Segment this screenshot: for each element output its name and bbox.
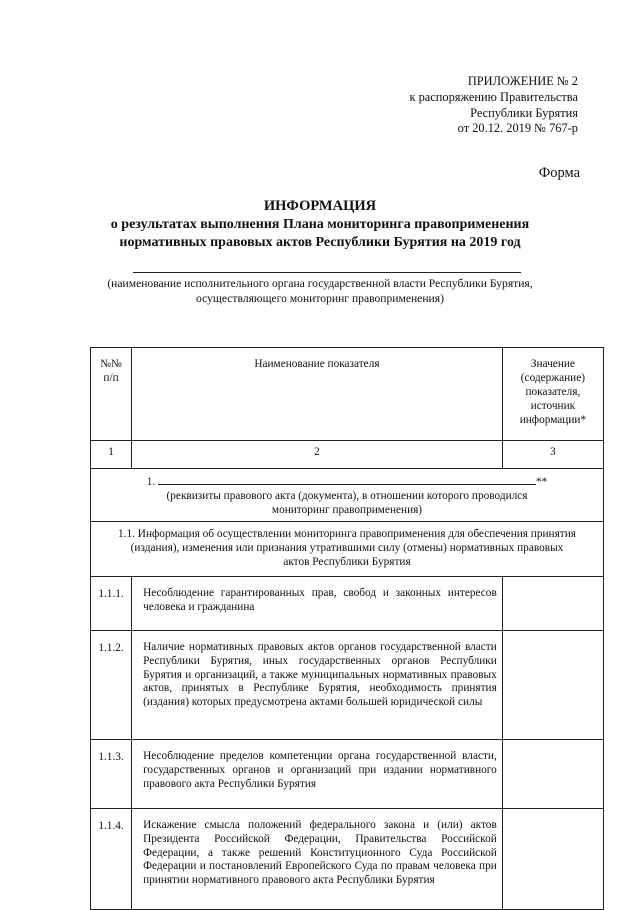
title-main: ИНФОРМАЦИЯ <box>263 198 377 214</box>
section-1-caption: (реквизиты правового акта (документа), в отношении которого проводился мониторинг правоприменения) <box>166 489 528 516</box>
table-row <box>91 576 604 630</box>
appendix-number: ПРИЛОЖЕНИЕ № 2 <box>467 74 578 88</box>
row-value-cell <box>502 576 603 630</box>
appendix-order-ref: к распоряжению Правительства <box>409 89 578 104</box>
subsection-1-1-cell <box>91 521 604 576</box>
title-line-3: нормативных правовых актов Республики Бурятия на 2019 год <box>119 235 521 250</box>
section-1-heading <box>101 472 593 490</box>
table-header-row <box>91 348 604 441</box>
title-line-2: о результатах выполнения Плана мониторинга правоприменения <box>110 217 530 232</box>
column-index-1: 1 <box>91 441 132 469</box>
subsection-1-1-row <box>91 521 604 576</box>
section-1-row <box>91 469 604 522</box>
table-row <box>91 630 604 739</box>
column-index-row <box>91 441 604 469</box>
appendix-block <box>409 74 578 137</box>
header-name: Наименование показателя <box>132 348 503 441</box>
document-title <box>70 196 570 252</box>
section-1-prefix: 1. <box>146 476 156 488</box>
form-label: Форма <box>538 165 580 181</box>
row-value-cell <box>502 630 603 739</box>
header-value-text: Значение (содержание) показателя, источник информации* <box>519 358 587 426</box>
org-name-caption <box>80 277 560 306</box>
column-index-3: 3 <box>502 441 603 469</box>
row-number: 1.1.3. <box>91 739 132 808</box>
section-1-cell <box>91 469 604 522</box>
header-num-text: №№ п/п <box>100 358 122 384</box>
org-caption-line-1: (наименование исполнительного органа государственной власти Республики Бурятия, <box>107 277 533 290</box>
row-number: 1.1.2. <box>91 630 132 739</box>
org-caption-line-2: осуществляющего мониторинг правоприменения) <box>196 291 444 305</box>
header-value <box>502 348 603 441</box>
section-1-suffix: ** <box>536 476 548 488</box>
row-number: 1.1.4. <box>91 808 132 909</box>
legal-act-blank-line <box>158 472 536 485</box>
org-name-blank-line <box>133 272 521 273</box>
row-indicator-text: Несоблюдение пределов компетенции органа государственной власти, государственных органов и организаций при издании нормативного правового акта Республики Бурятия <box>132 739 503 808</box>
row-indicator-text: Несоблюдение гарантированных прав, свобод и законных интересов человека и гражданина <box>132 576 503 630</box>
row-number: 1.1.1. <box>91 576 132 630</box>
subsection-1-1-text: 1.1. Информация об осуществлении мониторинга правоприменения для обеспечения принятия (издания), изменения или признания утратившими силу (отмены) нормативных правовых актов Республики Бурятия <box>118 527 576 568</box>
row-indicator-text: Наличие нормативных правовых актов органов государственной власти Республики Бурятия, иных государственных органов Республики Бурятия и организаций, а также муниципальных нормативных правовых актов, принятых в Республике Бурятия, необходимость принятия (издания) которых предусмотрена актами большей юридической силы <box>132 630 503 739</box>
row-indicator-text: Искажение смысла положений федерального закона и (или) актов Президента Российской Федерации, Правительства Российской Федерации, а также решений Конституционного Суда Российской Федерации и постановлений Европейского Суда по правам человека при принятии нормативного правового акта Республики Бурятия <box>132 808 503 909</box>
column-index-2: 2 <box>132 441 503 469</box>
appendix-date: от 20.12. 2019 № 767-р <box>457 121 578 136</box>
table-row <box>91 739 604 808</box>
appendix-region: Республики Бурятия <box>470 105 578 120</box>
row-value-cell <box>502 808 603 909</box>
indicators-table <box>90 347 604 910</box>
row-value-cell <box>502 739 603 808</box>
header-num <box>91 348 132 441</box>
table-row <box>91 808 604 909</box>
